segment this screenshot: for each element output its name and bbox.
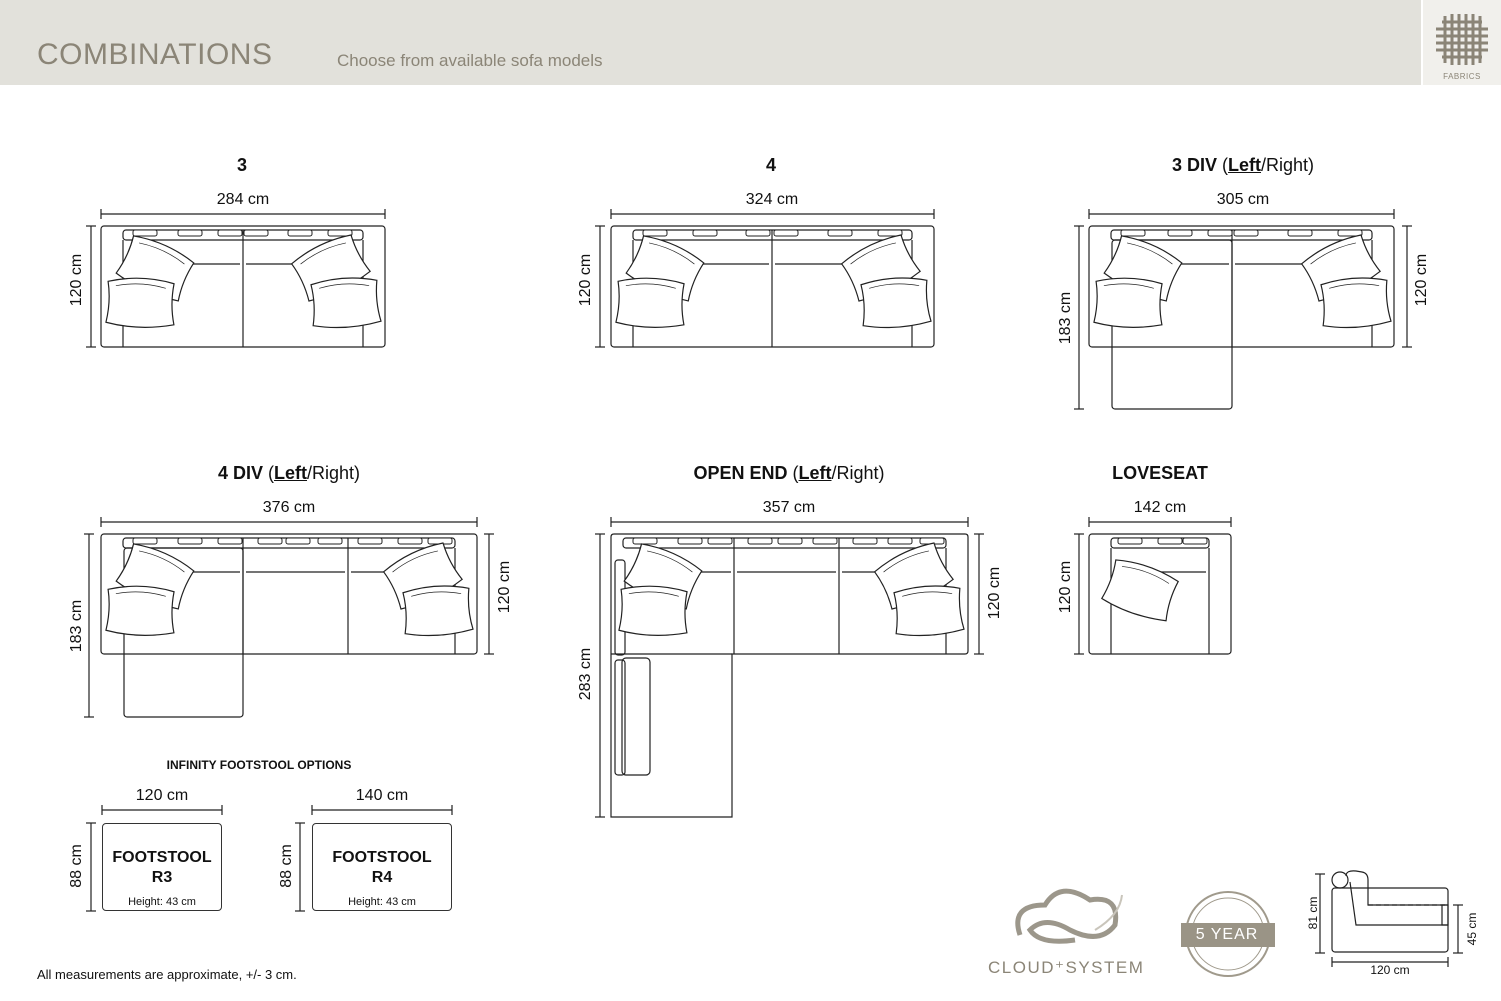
depth-label-3-div: 120 cm	[1413, 253, 1430, 307]
depth-label-3: 120 cm	[68, 253, 85, 307]
depth-long-label-4-div: 183 cm	[68, 599, 85, 653]
page-subtitle: Choose from available sofa models	[337, 51, 603, 70]
footstool-r4	[312, 823, 452, 911]
measurement-footnote: All measurements are approximate, +/- 3 cm.	[37, 967, 297, 982]
footstool-r4-depth: 88 cm	[278, 844, 295, 888]
model-title-loveseat: LOVESEAT	[1112, 463, 1208, 483]
width-label-3-div: 305 cm	[1216, 191, 1270, 208]
model-title-4: 4	[765, 155, 777, 175]
fabrics-label: FABRICS	[1443, 72, 1481, 81]
model-title-4-div: 4 DIV (Left/Right)	[217, 463, 361, 483]
cloud-system-logo: CLOUD⁺SYSTEM	[988, 958, 1145, 977]
footstool-r4-name: FOOTSTOOL	[332, 849, 432, 866]
depth-label-4: 120 cm	[577, 253, 594, 307]
model-title-3: 3	[236, 155, 248, 175]
footstool-r3-code: R3	[151, 869, 173, 886]
depth-label-4-div: 120 cm	[496, 560, 513, 614]
depth-label-open-end: 120 cm	[986, 566, 1003, 620]
footstool-heading: INFINITY FOOTSTOOL OPTIONS	[166, 758, 352, 772]
width-label-open-end: 357 cm	[762, 499, 816, 516]
depth-long-label-open-end: 283 cm	[577, 647, 594, 701]
footstool-r3-height: Height: 43 cm	[128, 896, 196, 908]
footstool-r4-code: R4	[371, 869, 393, 886]
model-title-open-end: OPEN END (Left/Right)	[693, 463, 885, 483]
profile-height-label: 81 cm	[1306, 896, 1320, 930]
footstool-r3	[102, 823, 222, 911]
footstool-r4-height: Height: 43 cm	[348, 896, 416, 908]
footstool-r3-width: 120 cm	[135, 787, 189, 804]
footstool-r4-width: 140 cm	[355, 787, 409, 804]
footstool-r3-name: FOOTSTOOL	[112, 849, 212, 866]
footstool-r3-depth: 88 cm	[68, 844, 85, 888]
profile-depth-label: 120 cm	[1370, 963, 1410, 977]
width-label-3: 284 cm	[216, 191, 270, 208]
width-label-4-div: 376 cm	[262, 499, 316, 516]
page-title: COMBINATIONS	[37, 38, 273, 71]
profile-seat-height-label: 45 cm	[1465, 912, 1479, 946]
model-title-3-div: 3 DIV (Left/Right)	[1171, 155, 1315, 175]
guarantee-badge: 5 YEAR	[1195, 926, 1259, 943]
depth-long-label-3-div: 183 cm	[1057, 291, 1074, 345]
depth-label-loveseat: 120 cm	[1057, 560, 1074, 614]
width-label-4: 324 cm	[745, 191, 799, 208]
width-label-loveseat: 142 cm	[1133, 499, 1187, 516]
